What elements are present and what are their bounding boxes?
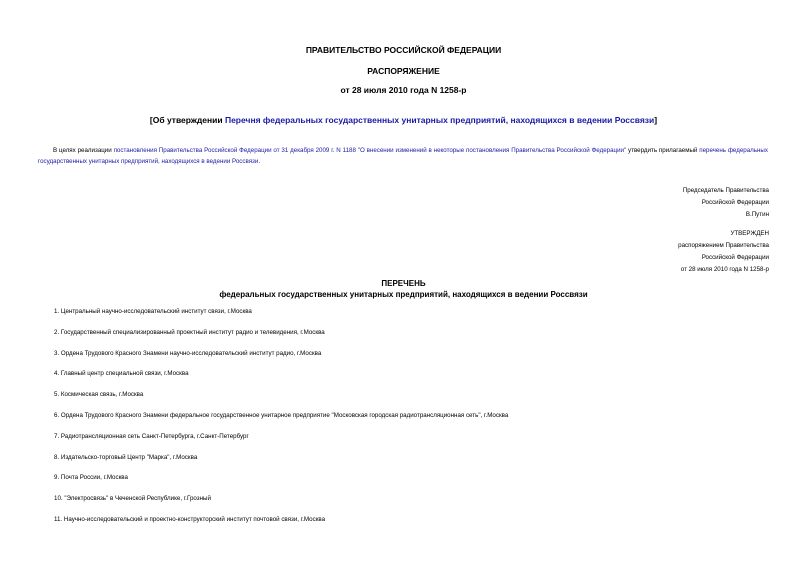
- paragraph-text-2: утвердить прилагаемый: [626, 147, 700, 154]
- government-heading: ПРАВИТЕЛЬСТВО РОССИЙСКОЙ ФЕДЕРАЦИИ: [305, 45, 502, 55]
- approval-line-2: распоряжением Правительства: [678, 242, 769, 249]
- title-suffix: ]: [654, 115, 658, 125]
- signature-line-3: В.Путин: [745, 211, 769, 218]
- list-item: 9. Почта России, г.Москва: [54, 474, 128, 482]
- list-link[interactable]: перечень федеральных государственных унитарных предприятий, находящихся в ведении Россвязи: [38, 147, 768, 165]
- title-link[interactable]: Перечня федеральных государственных унитарных предприятий, находящихся в ведении Россвязи: [224, 115, 655, 125]
- signature-line-2: Российской Федерации: [701, 199, 769, 206]
- title-prefix: [Об утверждении: [149, 115, 225, 125]
- decree-link[interactable]: постановления Правительства Российской Федерации от 31 декабря 2009 г. N 1188 "О внесении изменений в некоторые постановления Правительства Российской Федерации": [113, 147, 627, 154]
- signature-block: [683, 185, 769, 221]
- list-item: 5. Космическая связь, г.Москва: [54, 391, 144, 399]
- list-item: 4. Главный центр специальной связи, г.Москва: [54, 370, 189, 378]
- enterprise-list: [54, 306, 774, 535]
- list-item: 10. "Электросвязь" в Чеченской Республике, г.Грозный: [54, 495, 211, 503]
- list-item: 7. Радиотрансляционная сеть Санкт-Петербурга, г.Санкт-Петербург: [54, 432, 249, 440]
- approval-block: [678, 228, 769, 276]
- resolution-paragraph: [38, 145, 768, 167]
- list-item: 1. Центральный научно-исследовательский институт связи, г.Москва: [54, 308, 252, 315]
- approval-line-1: УТВЕРЖДЕН: [730, 230, 769, 237]
- list-item: 6. Ордена Трудового Красного Знамени федеральное государственное унитарное предприятие "Московская городская радиотрансляционная сеть", г.Москва: [54, 411, 509, 419]
- document-title: [0, 115, 807, 125]
- approval-line-3: Российской Федерации: [701, 254, 769, 261]
- list-item: 11. Научно-исследовательский и проектно-конструкторский институт почтовой связи, г.Москва: [54, 515, 326, 523]
- list-title: ПЕРЕЧЕНЬ: [381, 279, 426, 288]
- list-item: 2. Государственный специализированный проектный институт радио и телевидения, г.Москва: [54, 328, 325, 336]
- list-item: 3. Ордена Трудового Красного Знамени научно-исследовательский институт радио, г.Москва: [54, 349, 322, 357]
- approval-line-4: от 28 июля 2010 года N 1258-р: [680, 266, 769, 273]
- list-item: 8. Издательско-торговый Центр "Марка", г.Москва: [54, 453, 198, 461]
- paragraph-text-3: .: [258, 158, 261, 165]
- signature-line-1: Председатель Правительства: [682, 187, 769, 194]
- document-type-heading: РАСПОРЯЖЕНИЕ: [367, 66, 440, 76]
- paragraph-text-1: В целях реализации: [53, 147, 114, 154]
- list-subtitle: федеральных государственных унитарных предприятий, находящихся в ведении Россвязи: [219, 290, 588, 299]
- document-date-number: от 28 июля 2010 года N 1258-р: [340, 85, 467, 95]
